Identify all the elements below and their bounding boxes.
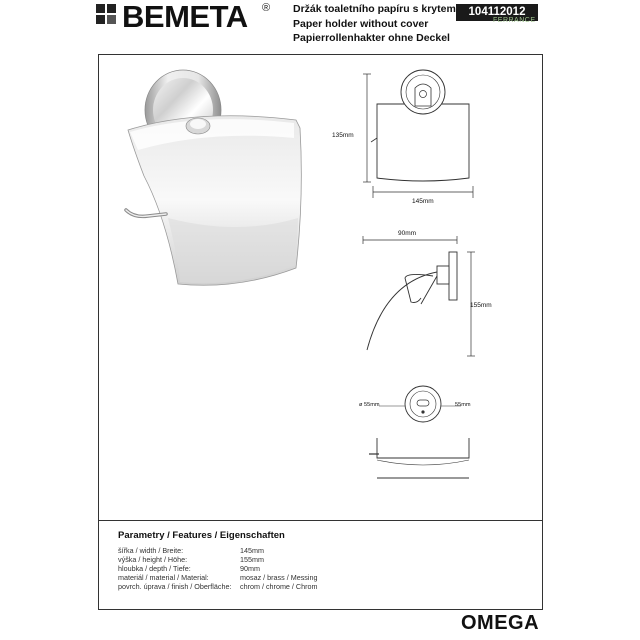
brand-name: BEMETA <box>122 0 248 34</box>
product-titles <box>293 2 456 46</box>
param-value: 145mm <box>240 546 264 555</box>
param-label: materiál / material / Material: <box>118 573 209 582</box>
registered-mark: ® <box>262 2 271 14</box>
front-height-dimension: 135mm <box>332 132 354 139</box>
side-height-dimension: 155mm <box>470 302 492 309</box>
title-english: Paper holder without cover <box>293 17 429 30</box>
front-view-drawing <box>355 66 505 211</box>
product-code: 104112012 <box>456 4 538 21</box>
front-width-dimension: 145mm <box>412 198 434 205</box>
product-photo <box>108 68 328 308</box>
param-label: hloubka / depth / Tiefe: <box>118 564 191 573</box>
brand-logo-mark <box>96 4 116 26</box>
params-title: Parametry / Features / Eigenschaften <box>118 530 285 541</box>
title-german: Papierrollenhakter ohne Deckel <box>293 32 450 44</box>
title-czech: Držák toaletního papíru s krytem <box>293 3 456 15</box>
param-label: povrch. úprava / finish / Oberfläche: <box>118 582 232 591</box>
top-diameter-dimension: ø 55mm <box>359 402 380 408</box>
param-label: výška / height / Höhe: <box>118 555 188 564</box>
model-name: OMEGA <box>461 612 540 634</box>
param-label: šířka / width / Breite: <box>118 546 184 555</box>
top-view-drawing <box>355 380 505 500</box>
param-value: mosaz / brass / Messing <box>240 573 318 582</box>
params-divider <box>98 520 543 521</box>
side-depth-dimension: 90mm <box>398 230 417 237</box>
param-value: chrom / chrome / Chrom <box>240 582 318 591</box>
watermark: FERRANCE <box>493 17 536 24</box>
param-value: 90mm <box>240 564 260 573</box>
param-value: 155mm <box>240 555 264 564</box>
top-right-dimension: 55mm <box>455 402 471 408</box>
